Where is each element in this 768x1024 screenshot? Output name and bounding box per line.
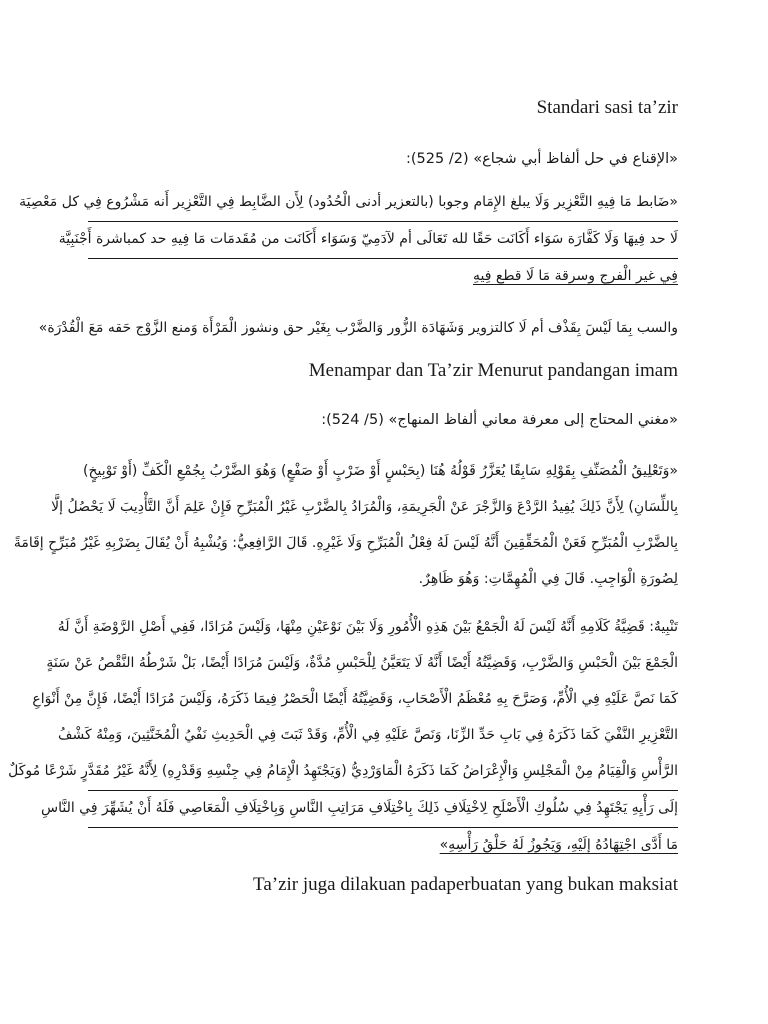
quote-line: «ضَابط مَا فِيهِ التَّعْزِير وَلَا يبلغ الإِمَام وجوبا (بالتعزير أدنى الْحُدُود) لِأَن الضَّابِط فِي التَّعْزِير أَنه مَشْرُوع فِي كل مَعْصِيَة (88, 185, 678, 222)
quote-iqna (19, 185, 678, 347)
quote-line: لَا حد فِيهَا وَلَا كَفَّارَة سَوَاء أَكَانَت حَقًا لله تَعَالَى أم لآدَمِيّ وَسَوَاء أَكَانَت من مُقَدمَات مَا فِيهِ حد كمباشرة أَجْنَبِيَّة (88, 222, 678, 259)
heading-standard-sanction: Standari sasi ta’zir (536, 97, 678, 118)
note-line: الرَّأْسِ وَالْقِيَامُ مِنْ الْمَجْلِسِ وَالْإِعْرَاضُ كَمَا ذَكَرَهُ الْمَاوَرْدِيُّ (وَيَجْتَهِدُ الْإِمَامُ فِي جِنْسِهِ وَقَدْرِهِ) لِأَنَّهُ غَيْرُ مُقَدَّرٍ شَرْعًا مُوكَلٌ (88, 754, 678, 791)
note-line: التَّعْزِيرِ النَّفْيَ كَمَا ذَكَرَهُ فِي بَابِ حَدِّ الزِّنَا، وَنَصَّ عَلَيْهِ فِي الْأُمِّ، وَقَدْ ثَبَتَ فِي الْحَدِيثِ نَفْيُ الْمُخَنَّثِينَ، وَمِنْهُ كَشْفُ (58, 727, 678, 743)
note-line: كَمَا نَصَّ عَلَيْهِ فِي الْأُمِّ، وَصَرَّحَ بِهِ مُعْظَمُ الْأَصْحَابِ، وَقَضِيَّتُهُ أَيْضًا الْحَصْرُ فِيمَا ذَكَرَهُ، وَلَيْسَ مُرَادًا أَيْضًا، فَإِنَّ مِنْ أَنْوَاعِ (32, 691, 678, 707)
source-title-iqna: «الإقناع في حل ألفاظ أبي شجاع» (2/ 525): (406, 151, 678, 167)
heading-non-sin-acts: Ta’zir juga dilakuan padaperbuatan yang bukan maksiat (253, 874, 678, 895)
quote-line: والسب بِمَا لَيْسَ بِقَذْف أم لَا كالتزوير وَشَهَادَة الزُّور وَالضَّرْب بِغَيْر حق ونشوز الْمَرْأَة وَمنع الزَّوْج حَقه مَعَ الْقُدْرَة» (38, 320, 678, 336)
quote-line: بِاللِّسَانِ) لِأَنَّ ذَلِكَ يُفِيدُ الرَّدْعَ وَالزَّجْرَ عَنْ الْجَرِيمَةِ، وَالْمُرَادُ بِالضَّرْبِ غَيْرُ الْمُبَرِّحِ فَإِنْ عَلِمَ أَنَّ التَّأْدِيبَ لَا يَحْصُلُ إلَّا (51, 499, 678, 515)
note-line-text: مَا أَدَّى اجْتِهَادُهُ إلَيْهِ، وَيَجُوزُ لَهُ حَلْقُ رَأْسِهِ» (439, 837, 678, 853)
note-line: تَنْبِيهٌ: قَضِيَّةُ كَلَامِهِ أَنَّهُ لَيْسَ لَهُ الْجَمْعُ بَيْنَ هَذِهِ الْأُمُورِ وَلَا بَيْنَ نَوْعَيْنِ مِنْهَا، وَلَيْسَ مُرَادًا، فَفِي أَصْلِ الرَّوْضَةِ أَنَّ لَهُ (57, 619, 678, 635)
note-mughni (8, 610, 678, 864)
quote-line: «وَتَعْلِيقُ الْمُصَنِّفِ بِقَوْلِهِ سَابِقًا يُعَزَّرُ قَوْلُهُ هُنَا (بِحَبْسٍ أَوْ ضَرْبٍ أَوْ صَفْعٍ) وَهُوَ الضَّرْبُ بِجُمْعِ الْكَفِّ (أَوْ تَوْبِيخٍ) (83, 463, 678, 479)
quote-line (88, 259, 678, 295)
quote-line: بِالضَّرْبِ الْمُبَرِّحِ فَعَنْ الْمُحَقِّقِينَ أَنَّهُ لَيْسَ لَهُ فِعْلُ الْمُبَرِّحِ وَلَا غَيْرِهِ. قَالَ الرَّافِعِيُّ: وَيُشْبِهُ أَنْ يُقَالَ بِضَرْبِهِ غَيْرُ مُبَرِّحٍ إقَامَةً (13, 535, 678, 551)
quote-line: لِصُورَةِ الْوَاجِبِ. قَالَ فِي الْمُهِمَّاتِ: وَهُوَ ظَاهِرٌ. (418, 571, 678, 587)
note-line (88, 828, 678, 864)
source-title-mughni: «مغني المحتاج إلى معرفة معاني ألفاظ المنهاج» (5/ 524): (321, 412, 678, 428)
heading-slap-tazir: Menampar dan Ta’zir Menurut pandangan imam (308, 360, 678, 381)
note-line: الْجَمْعَ بَيْنَ الْحَبْسِ وَالضَّرْبِ، وَقَضِيَّتُهُ أَيْضًا أَنَّهُ لَا يَتَعَيَّنُ لِلْحَبْسِ مُدَّةٌ، وَلَيْسَ مُرَادًا أَيْضًا، بَلْ شَرْطُهُ النَّقْصُ عَنْ سَنَةٍ (46, 655, 678, 671)
quote-mughni (13, 454, 678, 598)
note-line: إلَى رَأْيِهِ يَجْتَهِدُ فِي سُلُوكِ الْأَصْلَحِ لِاخْتِلَافِ ذَلِكَ بِاخْتِلَافِ مَرَاتِبِ النَّاسِ وَبِاخْتِلَافِ الْمَعَاصِي فَلَهُ أَنْ يُشَهِّرَ فِي النَّاسِ (88, 791, 678, 828)
quote-line-text: فِي غير الْفرج وسرقة مَا لَا قطع فِيهِ (473, 268, 678, 284)
